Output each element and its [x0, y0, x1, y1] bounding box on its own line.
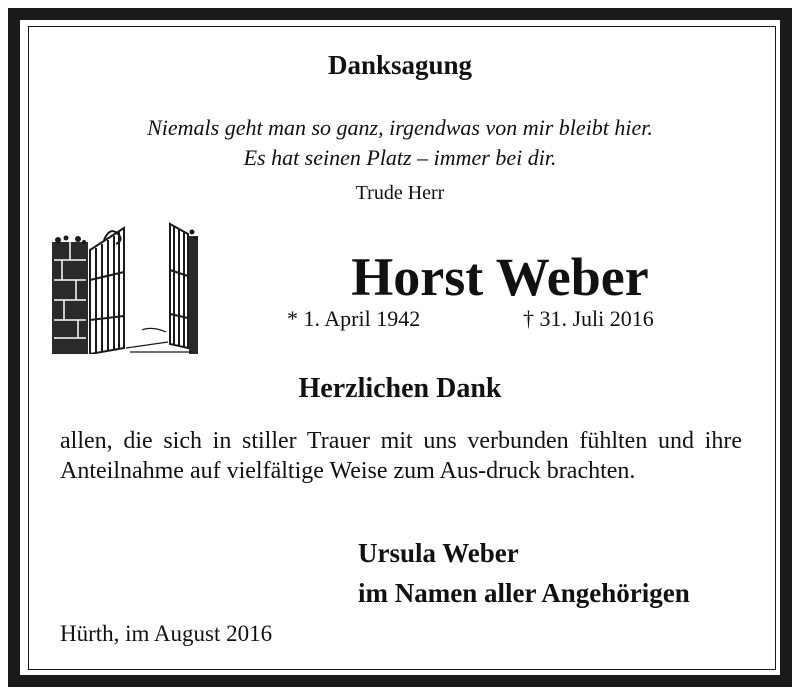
- garden-gate-icon: [52, 220, 198, 354]
- signature-name: Ursula Weber: [358, 538, 519, 568]
- quote-line-1: Niemals geht man so ganz, irgendwas von mir bleibt hier.: [147, 115, 653, 140]
- thanks-body-text: allen, die sich in stiller Trauer mit uns verbunden fühlten und ihre Anteilnahme auf vielfältige Weise zum Aus-druck brachten.: [60, 428, 742, 484]
- death-date: † 31. Juli 2016: [523, 306, 654, 331]
- quote-author: Trude Herr: [355, 182, 445, 204]
- quote-line-2: Es hat seinen Platz – immer bei dir.: [243, 145, 557, 170]
- signature-role: im Namen aller Angehörigen: [358, 578, 690, 608]
- place-date: Hürth, im August 2016: [60, 621, 273, 646]
- thanks-heading: Herzlichen Dank: [298, 373, 502, 404]
- birth-date: * 1. April 1942: [287, 306, 421, 331]
- heading: Danksagung: [327, 50, 473, 80]
- deceased-name: Horst Weber: [351, 247, 649, 307]
